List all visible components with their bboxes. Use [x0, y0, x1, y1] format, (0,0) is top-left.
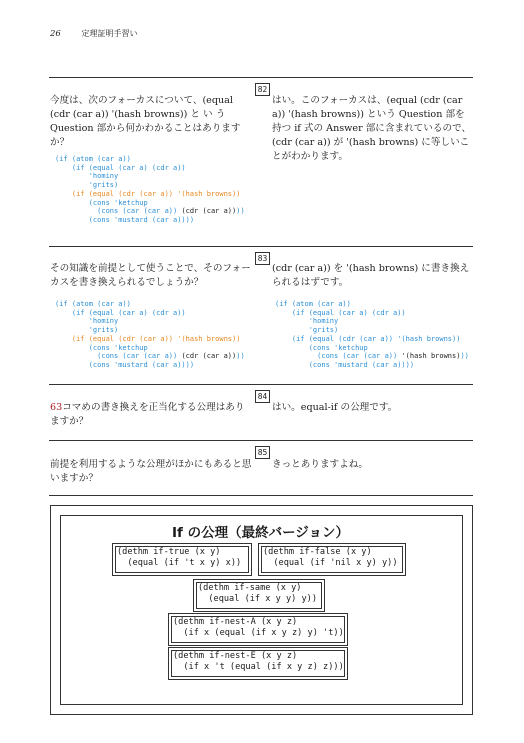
- frame-divider: [49, 246, 473, 247]
- frame-divider: [49, 495, 473, 496]
- frame-85-answer: きっとありますよね。: [272, 459, 368, 470]
- page-number: 26: [50, 29, 61, 39]
- frame-83-code-before: (if (atom (car a)) (if (equal (car a) (cdr a)) 'hominy 'grits) (if (equal (cdr (car a)) '(hash browns)) (cons 'ketchup (cons (car (car a)) (cdr (car a)))) (cons 'mustard (car a)))): [55, 300, 245, 369]
- frame-number: 83: [255, 252, 270, 265]
- axiom-if-nest-a: (dethm if-nest-A (x y z) (if x (equal (if x y z) y) 't)): [168, 613, 348, 646]
- axiom-if-nest-e: (dethm if-nest-E (x y z) (if x 't (equal (if x y z) z))): [168, 647, 348, 680]
- frame-reference[interactable]: 63: [50, 402, 63, 413]
- frame-85-question: 前提を利用するような公理がほかにもあると思いますか？: [50, 459, 252, 484]
- frame-divider: [49, 77, 473, 78]
- book-title: 定理証明手習い: [81, 29, 138, 38]
- axiom-if-same: (dethm if-same (x y) (equal (if x y y) y)): [193, 579, 325, 612]
- frame-83-answer: (cdr (car a)) を '(hash browns) に書き換えられるはずです。: [272, 263, 470, 288]
- axiom-if-true: (dethm if-true (x y) (equal (if 't x y) x)): [112, 543, 252, 576]
- frame-84-answer: はい。equal-if の公理です。: [272, 402, 398, 413]
- frame-number: 85: [255, 446, 270, 459]
- axioms-box-title: If の公理（最終バージョン）: [171, 525, 350, 541]
- frame-83-code-after: (if (atom (car a)) (if (equal (car a) (cdr a)) 'hominy 'grits) (if (equal (cdr (car a)) '(hash browns)) (cons 'ketchup (cons (car (car a)) '(hash browns))) (cons 'mustard (car a)))): [275, 300, 469, 369]
- frame-83-question: その知識を前提として使うことで、そのフォーカスを書き換えられるでしょうか？: [50, 263, 251, 288]
- frame-number: 84: [255, 390, 270, 403]
- frame-divider: [49, 384, 473, 385]
- frame-82-answer: はい。このフォーカスは、(equal (cdr (car a)) '(hash browns)) という Question 部を持つ if 式の Answer 部に含まれているので、(cdr (car a)) が '(hash browns) に等しいことがわかります。: [272, 95, 472, 162]
- frame-84-question: 63コマめの書き換えを正当化する公理はありますか？: [50, 402, 245, 427]
- running-header: [50, 28, 138, 39]
- frame-divider: [49, 440, 473, 441]
- frame-number: 82: [255, 83, 270, 96]
- axiom-if-false: (dethm if-false (x y) (equal (if 'nil x y) y)): [258, 543, 406, 576]
- frame-82-code: (if (atom (car a)) (if (equal (car a) (cdr a)) 'hominy 'grits) (if (equal (cdr (car a)) '(hash browns)) (cons 'ketchup (cons (car (car a)) (cdr (car a)))) (cons 'mustard (car a)))): [55, 155, 245, 224]
- frame-82-question: 今度は、次のフォーカスについて、(equal (cdr (car a)) '(hash browns)) と い う Question 部から何かわかることはありますか？: [50, 95, 241, 148]
